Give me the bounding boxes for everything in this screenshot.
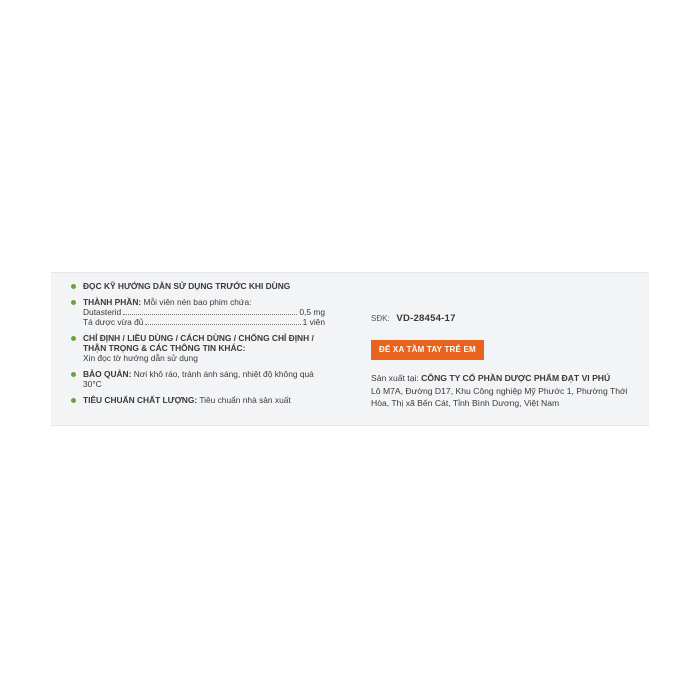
ingredient-row [83,307,325,317]
ingredient-name: Dutasterid [83,307,122,317]
ingredient-value: 0,5 mg [299,307,325,317]
manufacturer-address: Lô M7A, Đường D17, Khu Công nghiệp Mỹ Phước 1, Phường Thới Hòa, Thị xã Bến Cát, Tỉnh Bình Dương, Việt Nam [371,385,628,408]
storage-text: Nơi khô ráo, tránh ánh sáng, nhiệt độ không quá 30°C [83,369,314,389]
standard-label: TIÊU CHUẨN CHẤT LƯỢNG: [83,395,198,405]
sdk-label: SĐK: [371,314,390,323]
registration-number [371,313,641,326]
manufacturer-label: Sản xuất tại: [371,373,419,383]
ingredient-row [83,317,325,327]
standard-text: Tiêu chuẩn nhà sản xuất [199,395,291,405]
manufacturer-block [371,372,641,410]
indications-text: Xin đọc tờ hướng dẫn sử dụng [83,353,198,363]
sdk-value: VD-28454-17 [396,313,456,324]
standard-item [69,395,325,405]
composition-item [69,297,325,327]
storage-label: BẢO QUẢN: [83,369,132,379]
child-warning-badge: ĐỂ XA TẦM TAY TRẺ EM [371,340,484,361]
info-column [69,281,325,411]
bullet-icon [71,284,76,289]
registration-column [371,313,641,410]
indications-label: CHỈ ĐỊNH / LIỀU DÙNG / CÁCH DÙNG / CHỐNG CHỈ ĐỊNH / THẬN TRỌNG & CÁC THÔNG TIN KHÁC: [83,333,314,353]
dotted-leader [123,314,297,315]
label-panel [51,272,649,426]
storage-item [69,369,325,389]
dotted-leader [145,324,300,325]
ingredient-name: Tá dược vừa đủ [83,317,144,327]
ingredient-value: 1 viên [302,317,325,327]
bullet-icon [71,336,76,341]
bullet-icon [71,398,76,403]
bullet-icon [71,300,76,305]
read-instructions-text: ĐỌC KỸ HƯỚNG DẪN SỬ DỤNG TRƯỚC KHI DÙNG [83,281,291,291]
composition-label: THÀNH PHẦN: [83,297,142,307]
indications-item [69,333,325,363]
read-instructions-item [69,281,325,291]
composition-text: Mỗi viên nén bao phim chứa: [143,297,252,307]
manufacturer-name: CÔNG TY CỔ PHẦN DƯỢC PHẨM ĐẠT VI PHÚ [421,373,611,383]
bullet-icon [71,372,76,377]
